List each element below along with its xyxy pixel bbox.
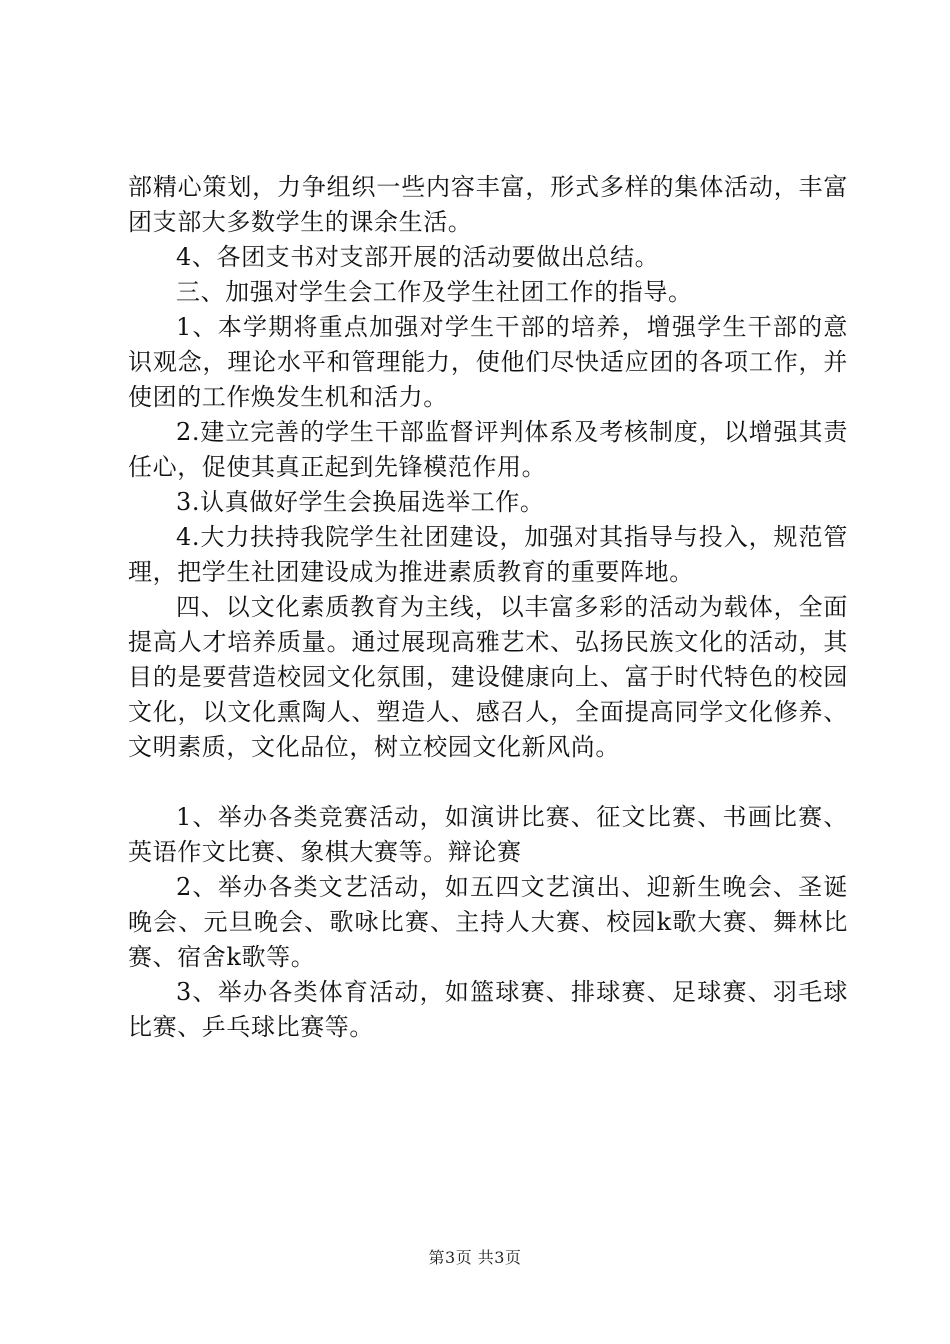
paragraph-item-4: 4、各团支书对支部开展的活动要做出总结。	[176, 243, 660, 271]
section-heading-3: 三、加强对学生会工作及学生社团工作的指导。	[176, 278, 693, 306]
paragraph-section4-item-2: 2、举办各类文艺活动，如五四文艺演出、迎新生晚会、圣诞晚会、元旦晚会、歌咏比赛、主持人大赛、校园k歌大赛、舞林比赛、宿舍k歌等。	[128, 873, 848, 971]
paragraph-section3-item-4: 4.大力扶持我院学生社团建设，加强对其指导与投入，规范管理，把学生社团建设成为推进素质教育的重要阵地。	[128, 523, 848, 586]
section-heading-4: 四、以文化素质教育为主线，以丰富多彩的活动为载体，全面提高人才培养质量。通过展现高雅艺术、弘扬民族文化的活动，其目的是要营造校园文化氛围，建设健康向上、富于时代特色的校园文化，以文化熏陶人、塑造人、感召人，全面提高同学文化修养、文明素质，文化品位，树立校园文化新风尚。	[128, 593, 848, 761]
paragraph-section3-item-3: 3.认真做好学生会换届选举工作。	[176, 488, 545, 516]
document-body	[128, 170, 848, 1045]
paragraph-continuation: 部精心策划，力争组织一些内容丰富，形式多样的集体活动，丰富团支部大多数学生的课余生活。	[128, 173, 848, 236]
paragraph-section4-item-3: 3、举办各类体育活动，如篮球赛、排球赛、足球赛、羽毛球比赛、乒乓球比赛等。	[128, 978, 848, 1041]
paragraph-section3-item-1: 1、本学期将重点加强对学生干部的培养，增强学生干部的意识观念，理论水平和管理能力，使他们尽快适应团的各项工作，并使团的工作焕发生机和活力。	[128, 313, 848, 411]
page-number-footer: 第3页 共3页	[428, 1248, 522, 1267]
paragraph-section3-item-2: 2.建立完善的学生干部监督评判体系及考核制度，以增强其责任心，促使其真正起到先锋模范作用。	[128, 418, 848, 481]
paragraph-section4-item-1: 1、举办各类竞赛活动，如演讲比赛、征文比赛、书画比赛、英语作文比赛、象棋大赛等。辩论赛	[128, 803, 848, 866]
